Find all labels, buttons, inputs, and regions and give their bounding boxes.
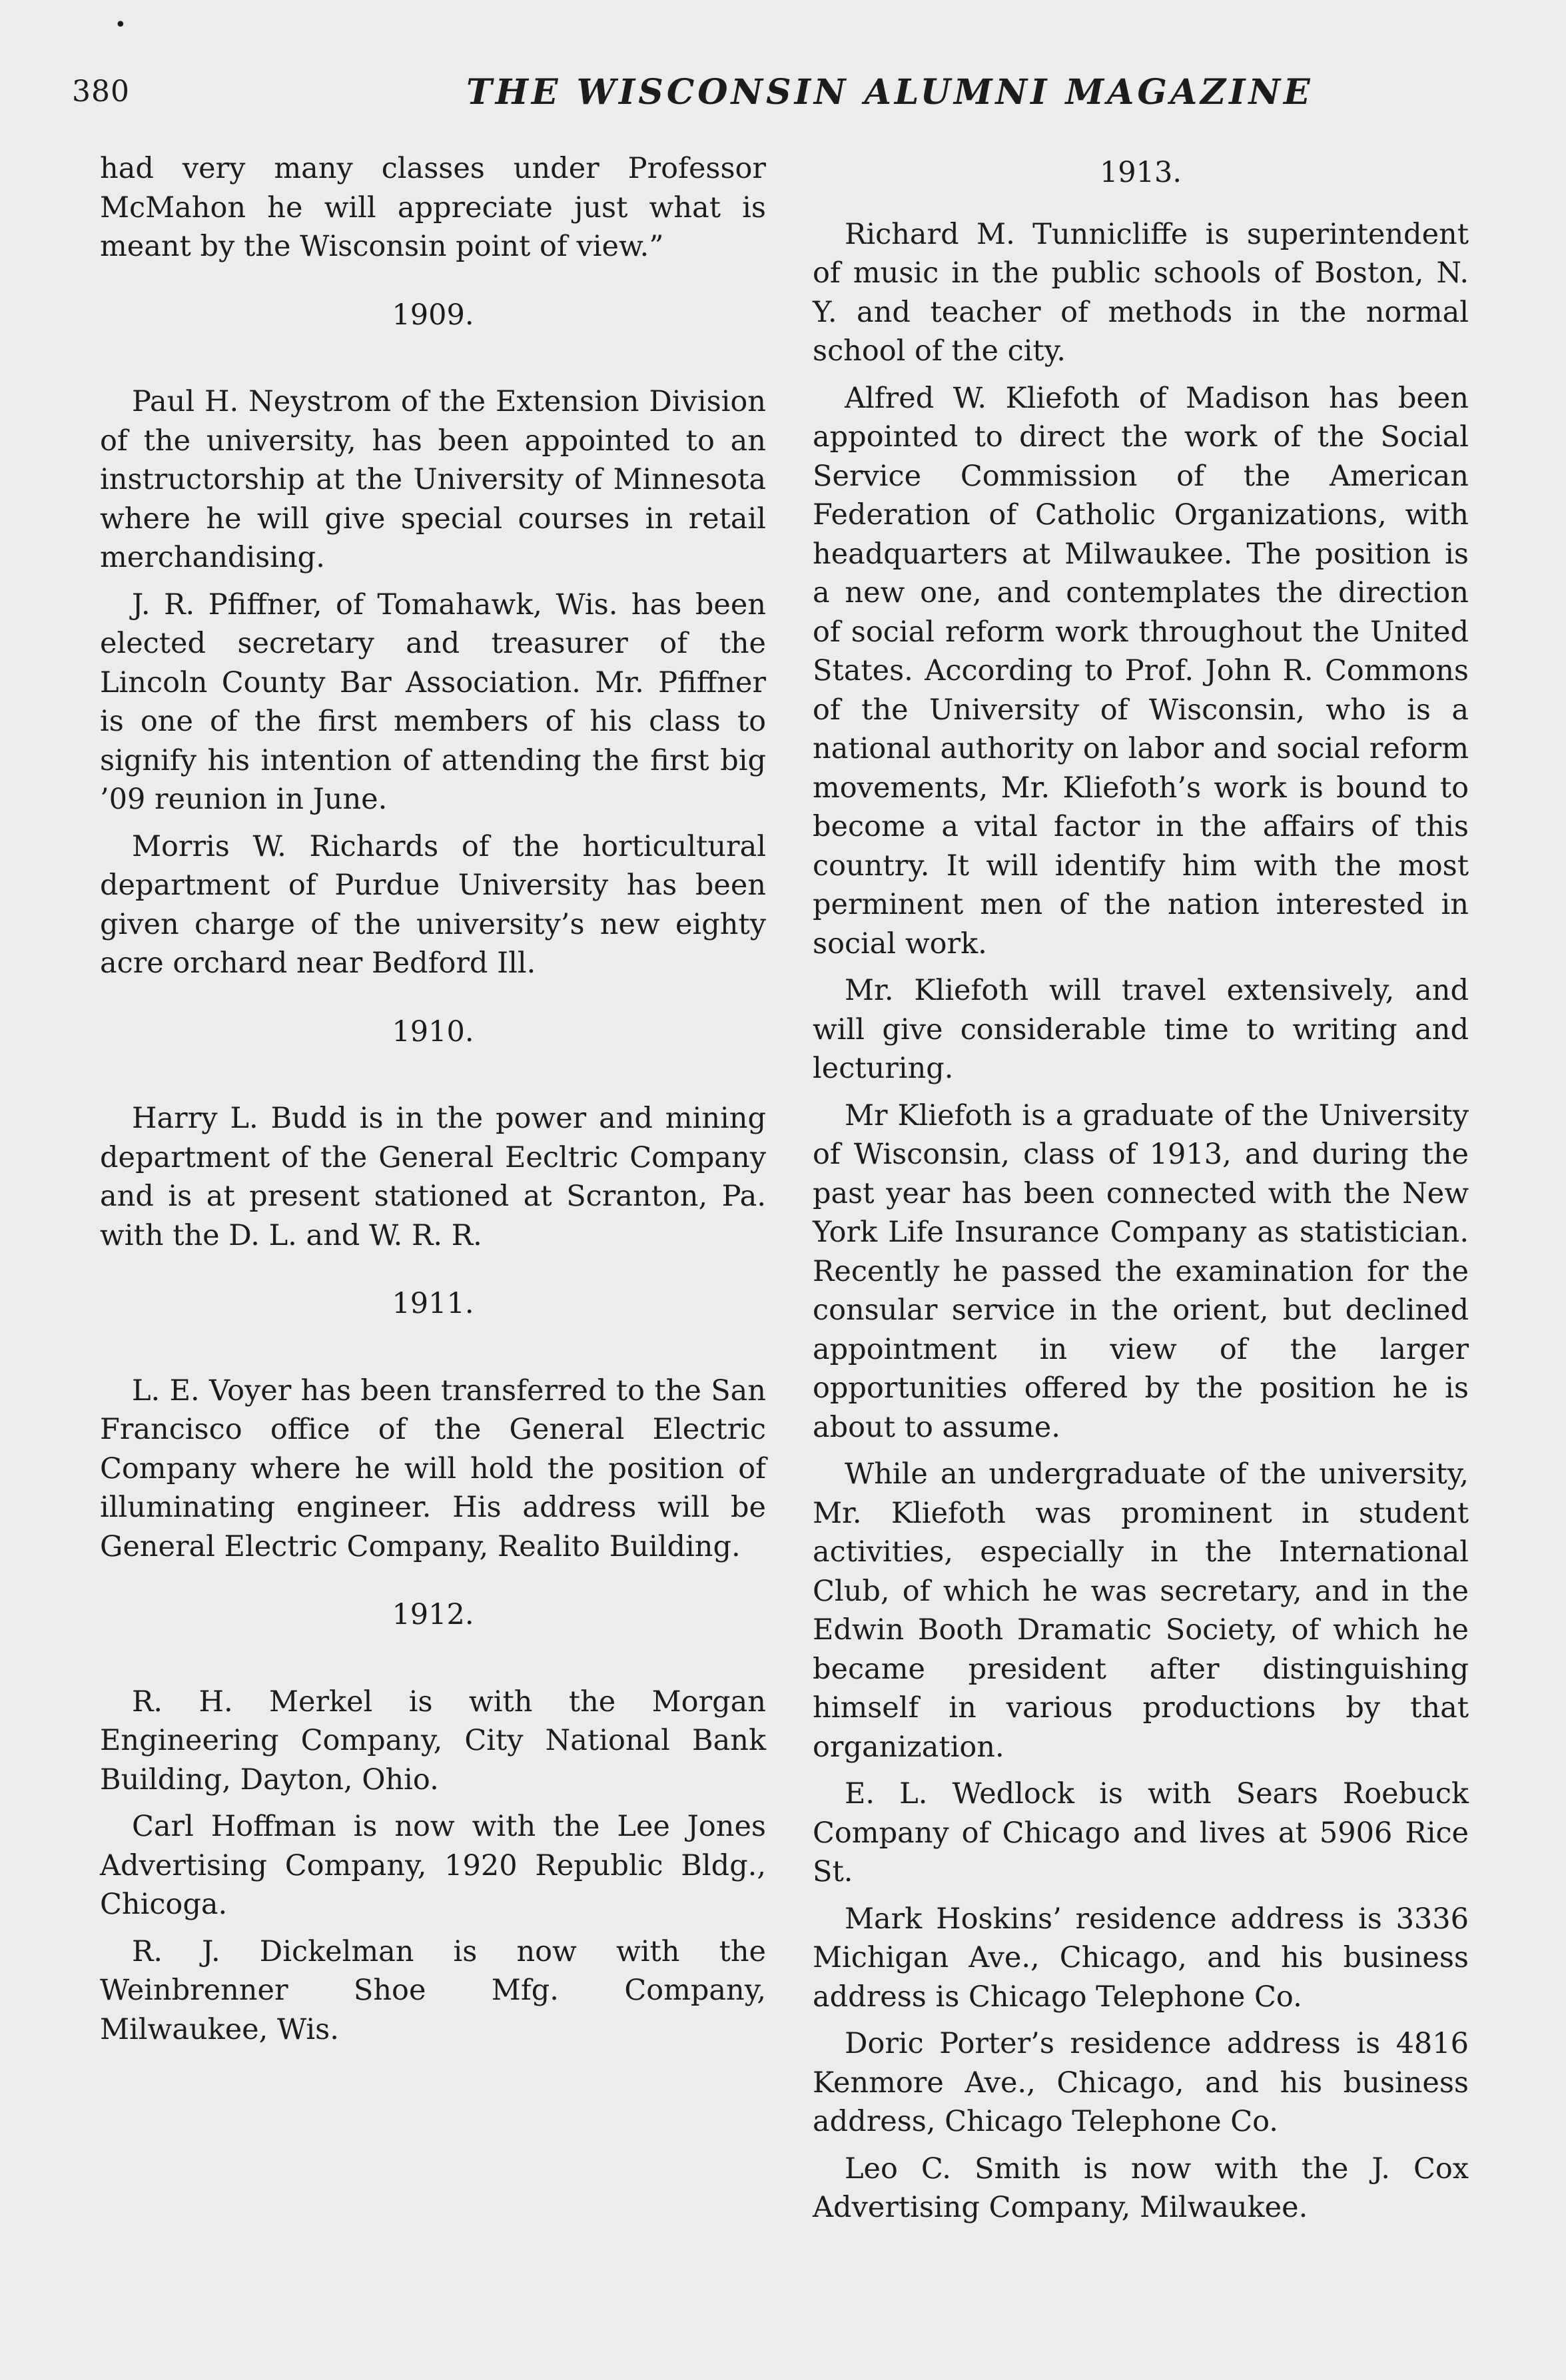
running-head: THE WISCONSIN ALUMNI MAGAZINE — [466, 72, 1314, 113]
left-column — [100, 149, 766, 2057]
paragraph: Alfred W. Kliefoth of Madison has been appointed to direct the work of the Social Service Commission of the American Federation of Catholic Organizations, with headquarters at Milwaukee. The position is a new one, and contemplates the direction of social reform work throughout the United States. According to Prof. John R. Commons of the University of Wisconsin, who is a national authority on labor and social reform movements, Mr. Kliefoth’s work is bound to become a vital factor in the affairs of this country. It will identify him with the most perminent men of the nation interested in social work. — [813, 381, 1469, 961]
class-year-heading: 1909. — [392, 298, 474, 332]
paragraph: Mark Hoskins’ residence address is 3336 Michigan Ave., Chicago, and his business address is Chicago Telephone Co. — [813, 1902, 1469, 2014]
class-year-heading: 1912. — [392, 1598, 474, 1631]
paragraph: E. L. Wedlock is with Sears Roebuck Company of Chicago and lives at 5906 Rice St. — [813, 1777, 1469, 1888]
paragraph: L. E. Voyer has been transferred to the San Francisco office of the General Electric Company where he will hold the position of illuminating engineer. His address will be General Electric Company, Realito Building. — [100, 1374, 766, 1563]
paragraph: R. J. Dickelman is now with the Weinbrenner Shoe Mfg. Company, Milwaukee, Wis. — [100, 1934, 766, 2046]
page-number: 380 — [72, 75, 130, 109]
paragraph: Richard M. Tunnicliffe is superintendent of music in the public schools of Boston, N. Y. and teacher of methods in the normal school of the city. — [813, 217, 1469, 368]
class-year-heading: 1910. — [392, 1014, 474, 1048]
paragraph: Morris W. Richards of the horticultural department of Purdue University has been given charge of the university’s new eighty acre orchard near Bedford Ill. — [100, 829, 766, 980]
class-year-heading: 1913. — [1099, 156, 1182, 189]
paragraph: Doric Porter’s residence address is 4816 Kenmore Ave., Chicago, and his business address, Chicago Telephone Co. — [813, 2027, 1469, 2138]
paragraph: had very many classes under Professor McMahon he will appreciate just what is meant by the Wisconsin point of view.” — [100, 152, 766, 263]
paragraph: Harry L. Budd is in the power and mining department of the General Eecltric Company and is at present stationed at Scranton, Pa. with the D. L. and W. R. R. — [100, 1102, 766, 1252]
page-header — [0, 72, 1566, 132]
paragraph: R. H. Merkel is with the Morgan Engineering Company, City National Bank Building, Dayton, Ohio. — [100, 1685, 766, 1796]
paragraph: Mr Kliefoth is a graduate of the University of Wisconsin, class of 1913, and during the past year has been connected with the New York Life Insurance Company as statistician. Recently he passed the examination for the consular service in the orient, but declined appointment in view of the larger opportunities offered by the position he is about to assume. — [813, 1098, 1469, 1444]
right-column — [813, 149, 1469, 2235]
paragraph: Leo C. Smith is now with the J. Cox Advertising Company, Milwaukee. — [813, 2152, 1469, 2224]
paragraph: While an undergraduate of the university, Mr. Kliefoth was prominent in student activities, especially in the International Club, of which he was secretary, and in the Edwin Booth Dramatic Society, of which he became president after distinguishing himself in various productions by that organization. — [813, 1457, 1469, 1764]
paragraph: Paul H. Neystrom of the Extension Division of the university, has been appointed to an instructorship at the University of Minnesota where he will give special courses in retail merchandising. — [100, 385, 766, 574]
paragraph: Mr. Kliefoth will travel extensively, and will give considerable time to writing and lecturing. — [813, 974, 1469, 1085]
ink-dot: • — [115, 13, 127, 37]
paragraph: J. R. Pfiffner, of Tomahawk, Wis. has been elected secretary and treasurer of the Lincoln County Bar Association. Mr. Pfiffner is one of the first members of his class to signify his intention of attending the first big ’09 reunion in June. — [100, 588, 766, 816]
class-year-heading: 1911. — [392, 1287, 474, 1320]
paragraph: Carl Hoffman is now with the Lee Jones Advertising Company, 1920 Republic Bldg., Chicoga. — [100, 1810, 766, 1921]
